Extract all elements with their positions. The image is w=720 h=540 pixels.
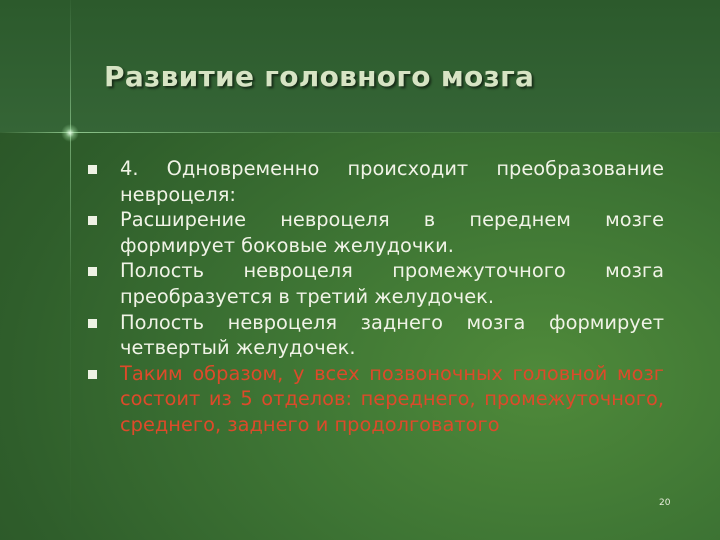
square-bullet-icon	[88, 216, 97, 225]
slide-title: Развитие головного мозга	[104, 60, 535, 93]
bullet-item-5	[88, 361, 664, 438]
page-number: 20	[659, 498, 671, 508]
bullet-text: Полость невроцеля заднего мозга формирует четвертый желудочек.	[120, 310, 664, 360]
bullet-item-2	[88, 207, 664, 258]
decorative-glow-cross	[61, 124, 79, 142]
bullet-list	[88, 156, 664, 438]
bullet-text: Полость невроцеля промежуточного мозга преобразуется в третий желудочек.	[120, 259, 664, 308]
square-bullet-icon	[88, 165, 97, 174]
square-bullet-icon	[88, 267, 97, 276]
bullet-text-highlighted: Таким образом, у всех позвоночных головной мозг состоит из 5 отделов: переднего, промежуточного, среднего, заднего и продолговатого	[120, 361, 664, 436]
bullet-text: 4. Одновременно происходит преобразование невроцеля:	[120, 157, 664, 206]
decorative-horizontal-line	[0, 132, 720, 133]
square-bullet-icon	[88, 370, 97, 379]
bullet-item-3	[88, 258, 664, 309]
bullet-text: Расширение невроцеля в переднем мозге формирует боковые желудочки.	[120, 208, 664, 257]
bullet-item-1	[88, 156, 664, 207]
square-bullet-icon	[88, 319, 97, 328]
bullet-item-4	[88, 310, 664, 361]
decorative-vertical-line	[70, 0, 71, 540]
